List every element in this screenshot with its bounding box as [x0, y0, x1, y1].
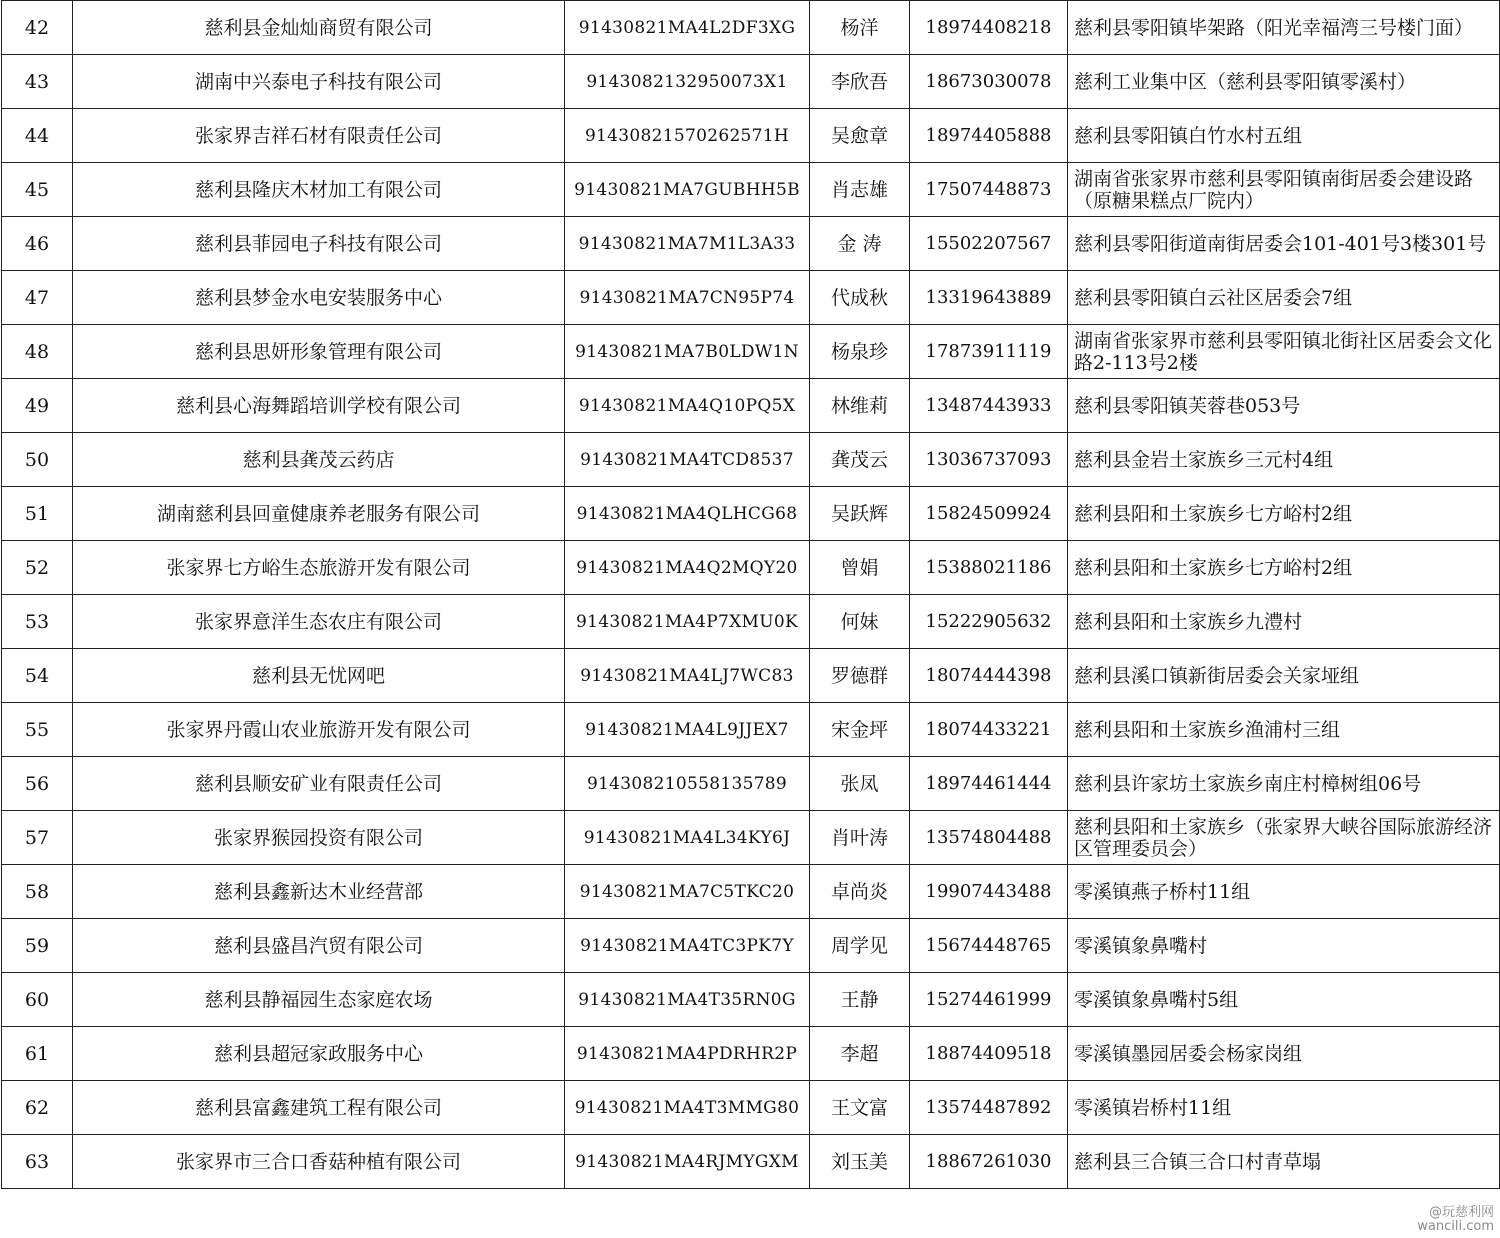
address-cell: 零溪镇象鼻嘴村	[1068, 919, 1500, 973]
credit-code-cell: 91430821MA4QLHCG68	[565, 487, 810, 541]
company-name-cell: 慈利县梦金水电安装服务中心	[73, 271, 565, 325]
credit-code-cell: 91430821MA4L9JJEX7	[565, 703, 810, 757]
company-name-cell: 慈利县顺安矿业有限责任公司	[73, 757, 565, 811]
phone-cell: 13574487892	[910, 1081, 1068, 1135]
row-number-cell: 54	[2, 649, 73, 703]
legal-person-cell: 曾娟	[810, 541, 910, 595]
address-cell: 零溪镇象鼻嘴村5组	[1068, 973, 1500, 1027]
company-name-cell: 张家界市三合口香菇种植有限公司	[73, 1135, 565, 1189]
table-row	[2, 163, 1500, 217]
table-row	[2, 433, 1500, 487]
address-cell: 慈利县零阳镇白竹水村五组	[1068, 109, 1500, 163]
credit-code-cell: 91430821MA4P7XMU0K	[565, 595, 810, 649]
row-number-cell: 60	[2, 973, 73, 1027]
table-row	[2, 1, 1500, 55]
table-row	[2, 217, 1500, 271]
company-name-cell: 张家界吉祥石材有限责任公司	[73, 109, 565, 163]
company-name-cell: 慈利县金灿灿商贸有限公司	[73, 1, 565, 55]
legal-person-cell: 吴跃辉	[810, 487, 910, 541]
table-row	[2, 541, 1500, 595]
legal-person-cell: 吴愈章	[810, 109, 910, 163]
credit-code-cell: 91430821MA4RJMYGXM	[565, 1135, 810, 1189]
address-cell: 慈利县零阳街道南街居委会101-401号3楼301号	[1068, 217, 1500, 271]
phone-cell: 13487443933	[910, 379, 1068, 433]
address-cell: 慈利县阳和土家族乡七方峪村2组	[1068, 487, 1500, 541]
legal-person-cell: 何妹	[810, 595, 910, 649]
credit-code-cell: 914308210558135789	[565, 757, 810, 811]
address-cell: 零溪镇墨园居委会杨家岗组	[1068, 1027, 1500, 1081]
phone-cell: 13319643889	[910, 271, 1068, 325]
table-row	[2, 1081, 1500, 1135]
address-cell: 零溪镇岩桥村11组	[1068, 1081, 1500, 1135]
legal-person-cell: 李欣吾	[810, 55, 910, 109]
table-row	[2, 109, 1500, 163]
phone-cell: 15824509924	[910, 487, 1068, 541]
company-name-cell: 张家界七方峪生态旅游开发有限公司	[73, 541, 565, 595]
phone-cell: 19907443488	[910, 865, 1068, 919]
watermark-line1: @玩慈利网	[1428, 1205, 1494, 1220]
table-row	[2, 325, 1500, 379]
credit-code-cell: 91430821MA4L34KY6J	[565, 811, 810, 865]
phone-cell: 13036737093	[910, 433, 1068, 487]
address-cell: 湖南省张家界市慈利县零阳镇北街社区居委会文化路2-113号2楼	[1068, 325, 1500, 379]
row-number-cell: 48	[2, 325, 73, 379]
site-watermark	[1417, 1206, 1494, 1234]
table-row	[2, 271, 1500, 325]
company-name-cell: 慈利县菲园电子科技有限公司	[73, 217, 565, 271]
legal-person-cell: 王静	[810, 973, 910, 1027]
credit-code-cell: 91430821MA4Q2MQY20	[565, 541, 810, 595]
table-row	[2, 487, 1500, 541]
credit-code-cell: 9143082132950073X1	[565, 55, 810, 109]
phone-cell: 17507448873	[910, 163, 1068, 217]
company-name-cell: 慈利县静福园生态家庭农场	[73, 973, 565, 1027]
company-name-cell: 慈利县鑫新达木业经营部	[73, 865, 565, 919]
company-name-cell: 慈利县思妍形象管理有限公司	[73, 325, 565, 379]
credit-code-cell: 91430821MA7C5TKC20	[565, 865, 810, 919]
address-cell: 慈利县金岩土家族乡三元村4组	[1068, 433, 1500, 487]
row-number-cell: 45	[2, 163, 73, 217]
credit-code-cell: 91430821MA4T35RN0G	[565, 973, 810, 1027]
phone-cell: 18974461444	[910, 757, 1068, 811]
row-number-cell: 59	[2, 919, 73, 973]
legal-person-cell: 代成秋	[810, 271, 910, 325]
phone-cell: 17873911119	[910, 325, 1068, 379]
credit-code-cell: 91430821570262571H	[565, 109, 810, 163]
table-row	[2, 865, 1500, 919]
row-number-cell: 58	[2, 865, 73, 919]
row-number-cell: 43	[2, 55, 73, 109]
company-name-cell: 慈利县无忧网吧	[73, 649, 565, 703]
legal-person-cell: 杨泉珍	[810, 325, 910, 379]
credit-code-cell: 91430821MA4T3MMG80	[565, 1081, 810, 1135]
phone-cell: 18874409518	[910, 1027, 1068, 1081]
table-row	[2, 55, 1500, 109]
company-name-cell: 慈利县隆庆木材加工有限公司	[73, 163, 565, 217]
company-name-cell: 慈利县盛昌汽贸有限公司	[73, 919, 565, 973]
company-name-cell: 慈利县超冠家政服务中心	[73, 1027, 565, 1081]
company-name-cell: 慈利县心海舞蹈培训学校有限公司	[73, 379, 565, 433]
company-name-cell: 慈利县富鑫建筑工程有限公司	[73, 1081, 565, 1135]
credit-code-cell: 91430821MA4Q10PQ5X	[565, 379, 810, 433]
watermark-line2: wancili.com	[1417, 1219, 1494, 1234]
table-row	[2, 973, 1500, 1027]
address-cell: 慈利县阳和土家族乡九澧村	[1068, 595, 1500, 649]
table-row	[2, 649, 1500, 703]
row-number-cell: 49	[2, 379, 73, 433]
phone-cell: 15502207567	[910, 217, 1068, 271]
legal-person-cell: 龚茂云	[810, 433, 910, 487]
phone-cell: 15274461999	[910, 973, 1068, 1027]
address-cell: 慈利县阳和土家族乡（张家界大峡谷国际旅游经济区管理委员会）	[1068, 811, 1500, 865]
row-number-cell: 44	[2, 109, 73, 163]
phone-cell: 18074433221	[910, 703, 1068, 757]
credit-code-cell: 91430821MA7GUBHH5B	[565, 163, 810, 217]
row-number-cell: 46	[2, 217, 73, 271]
company-name-cell: 张家界猴园投资有限公司	[73, 811, 565, 865]
phone-cell: 18673030078	[910, 55, 1068, 109]
phone-cell: 18074444398	[910, 649, 1068, 703]
row-number-cell: 47	[2, 271, 73, 325]
legal-person-cell: 卓尚炎	[810, 865, 910, 919]
legal-person-cell: 肖叶涛	[810, 811, 910, 865]
legal-person-cell: 周学见	[810, 919, 910, 973]
phone-cell: 15674448765	[910, 919, 1068, 973]
company-name-cell: 慈利县龚茂云药店	[73, 433, 565, 487]
row-number-cell: 56	[2, 757, 73, 811]
phone-cell: 18974405888	[910, 109, 1068, 163]
row-number-cell: 55	[2, 703, 73, 757]
row-number-cell: 61	[2, 1027, 73, 1081]
address-cell: 慈利县零阳镇芙蓉巷053号	[1068, 379, 1500, 433]
legal-person-cell: 王文富	[810, 1081, 910, 1135]
row-number-cell: 53	[2, 595, 73, 649]
phone-cell: 15388021186	[910, 541, 1068, 595]
phone-cell: 15222905632	[910, 595, 1068, 649]
company-name-cell: 张家界丹霞山农业旅游开发有限公司	[73, 703, 565, 757]
address-cell: 慈利县溪口镇新街居委会关家垭组	[1068, 649, 1500, 703]
table-row	[2, 703, 1500, 757]
company-table	[1, 0, 1500, 1189]
address-cell: 慈利县阳和土家族乡七方峪村2组	[1068, 541, 1500, 595]
address-cell: 零溪镇燕子桥村11组	[1068, 865, 1500, 919]
legal-person-cell: 肖志雄	[810, 163, 910, 217]
legal-person-cell: 杨洋	[810, 1, 910, 55]
credit-code-cell: 91430821MA4LJ7WC83	[565, 649, 810, 703]
address-cell: 慈利县三合镇三合口村青草塌	[1068, 1135, 1500, 1189]
row-number-cell: 63	[2, 1135, 73, 1189]
credit-code-cell: 91430821MA7B0LDW1N	[565, 325, 810, 379]
table-row	[2, 811, 1500, 865]
company-name-cell: 湖南慈利县回童健康养老服务有限公司	[73, 487, 565, 541]
row-number-cell: 62	[2, 1081, 73, 1135]
legal-person-cell: 刘玉美	[810, 1135, 910, 1189]
phone-cell: 18974408218	[910, 1, 1068, 55]
table-body	[2, 1, 1500, 1189]
row-number-cell: 50	[2, 433, 73, 487]
row-number-cell: 52	[2, 541, 73, 595]
legal-person-cell: 林维莉	[810, 379, 910, 433]
legal-person-cell: 金 涛	[810, 217, 910, 271]
legal-person-cell: 罗德群	[810, 649, 910, 703]
legal-person-cell: 张凤	[810, 757, 910, 811]
table-row	[2, 379, 1500, 433]
credit-code-cell: 91430821MA4TCD8537	[565, 433, 810, 487]
credit-code-cell: 91430821MA4L2DF3XG	[565, 1, 810, 55]
company-name-cell: 湖南中兴泰电子科技有限公司	[73, 55, 565, 109]
address-cell: 慈利县零阳镇毕架路（阳光幸福湾三号楼门面）	[1068, 1, 1500, 55]
row-number-cell: 51	[2, 487, 73, 541]
credit-code-cell: 91430821MA4TC3PK7Y	[565, 919, 810, 973]
credit-code-cell: 91430821MA7M1L3A33	[565, 217, 810, 271]
legal-person-cell: 宋金坪	[810, 703, 910, 757]
address-cell: 慈利县零阳镇白云社区居委会7组	[1068, 271, 1500, 325]
table-row	[2, 1027, 1500, 1081]
phone-cell: 13574804488	[910, 811, 1068, 865]
row-number-cell: 42	[2, 1, 73, 55]
credit-code-cell: 91430821MA7CN95P74	[565, 271, 810, 325]
legal-person-cell: 李超	[810, 1027, 910, 1081]
table-row	[2, 1135, 1500, 1189]
address-cell: 慈利县阳和土家族乡渔浦村三组	[1068, 703, 1500, 757]
address-cell: 慈利县许家坊土家族乡南庄村樟树组06号	[1068, 757, 1500, 811]
phone-cell: 18867261030	[910, 1135, 1068, 1189]
table-row	[2, 595, 1500, 649]
table-row	[2, 919, 1500, 973]
address-cell: 慈利工业集中区（慈利县零阳镇零溪村）	[1068, 55, 1500, 109]
row-number-cell: 57	[2, 811, 73, 865]
credit-code-cell: 91430821MA4PDRHR2P	[565, 1027, 810, 1081]
address-cell: 湖南省张家界市慈利县零阳镇南街居委会建设路（原糖果糕点厂院内）	[1068, 163, 1500, 217]
company-name-cell: 张家界意洋生态农庄有限公司	[73, 595, 565, 649]
table-row	[2, 757, 1500, 811]
